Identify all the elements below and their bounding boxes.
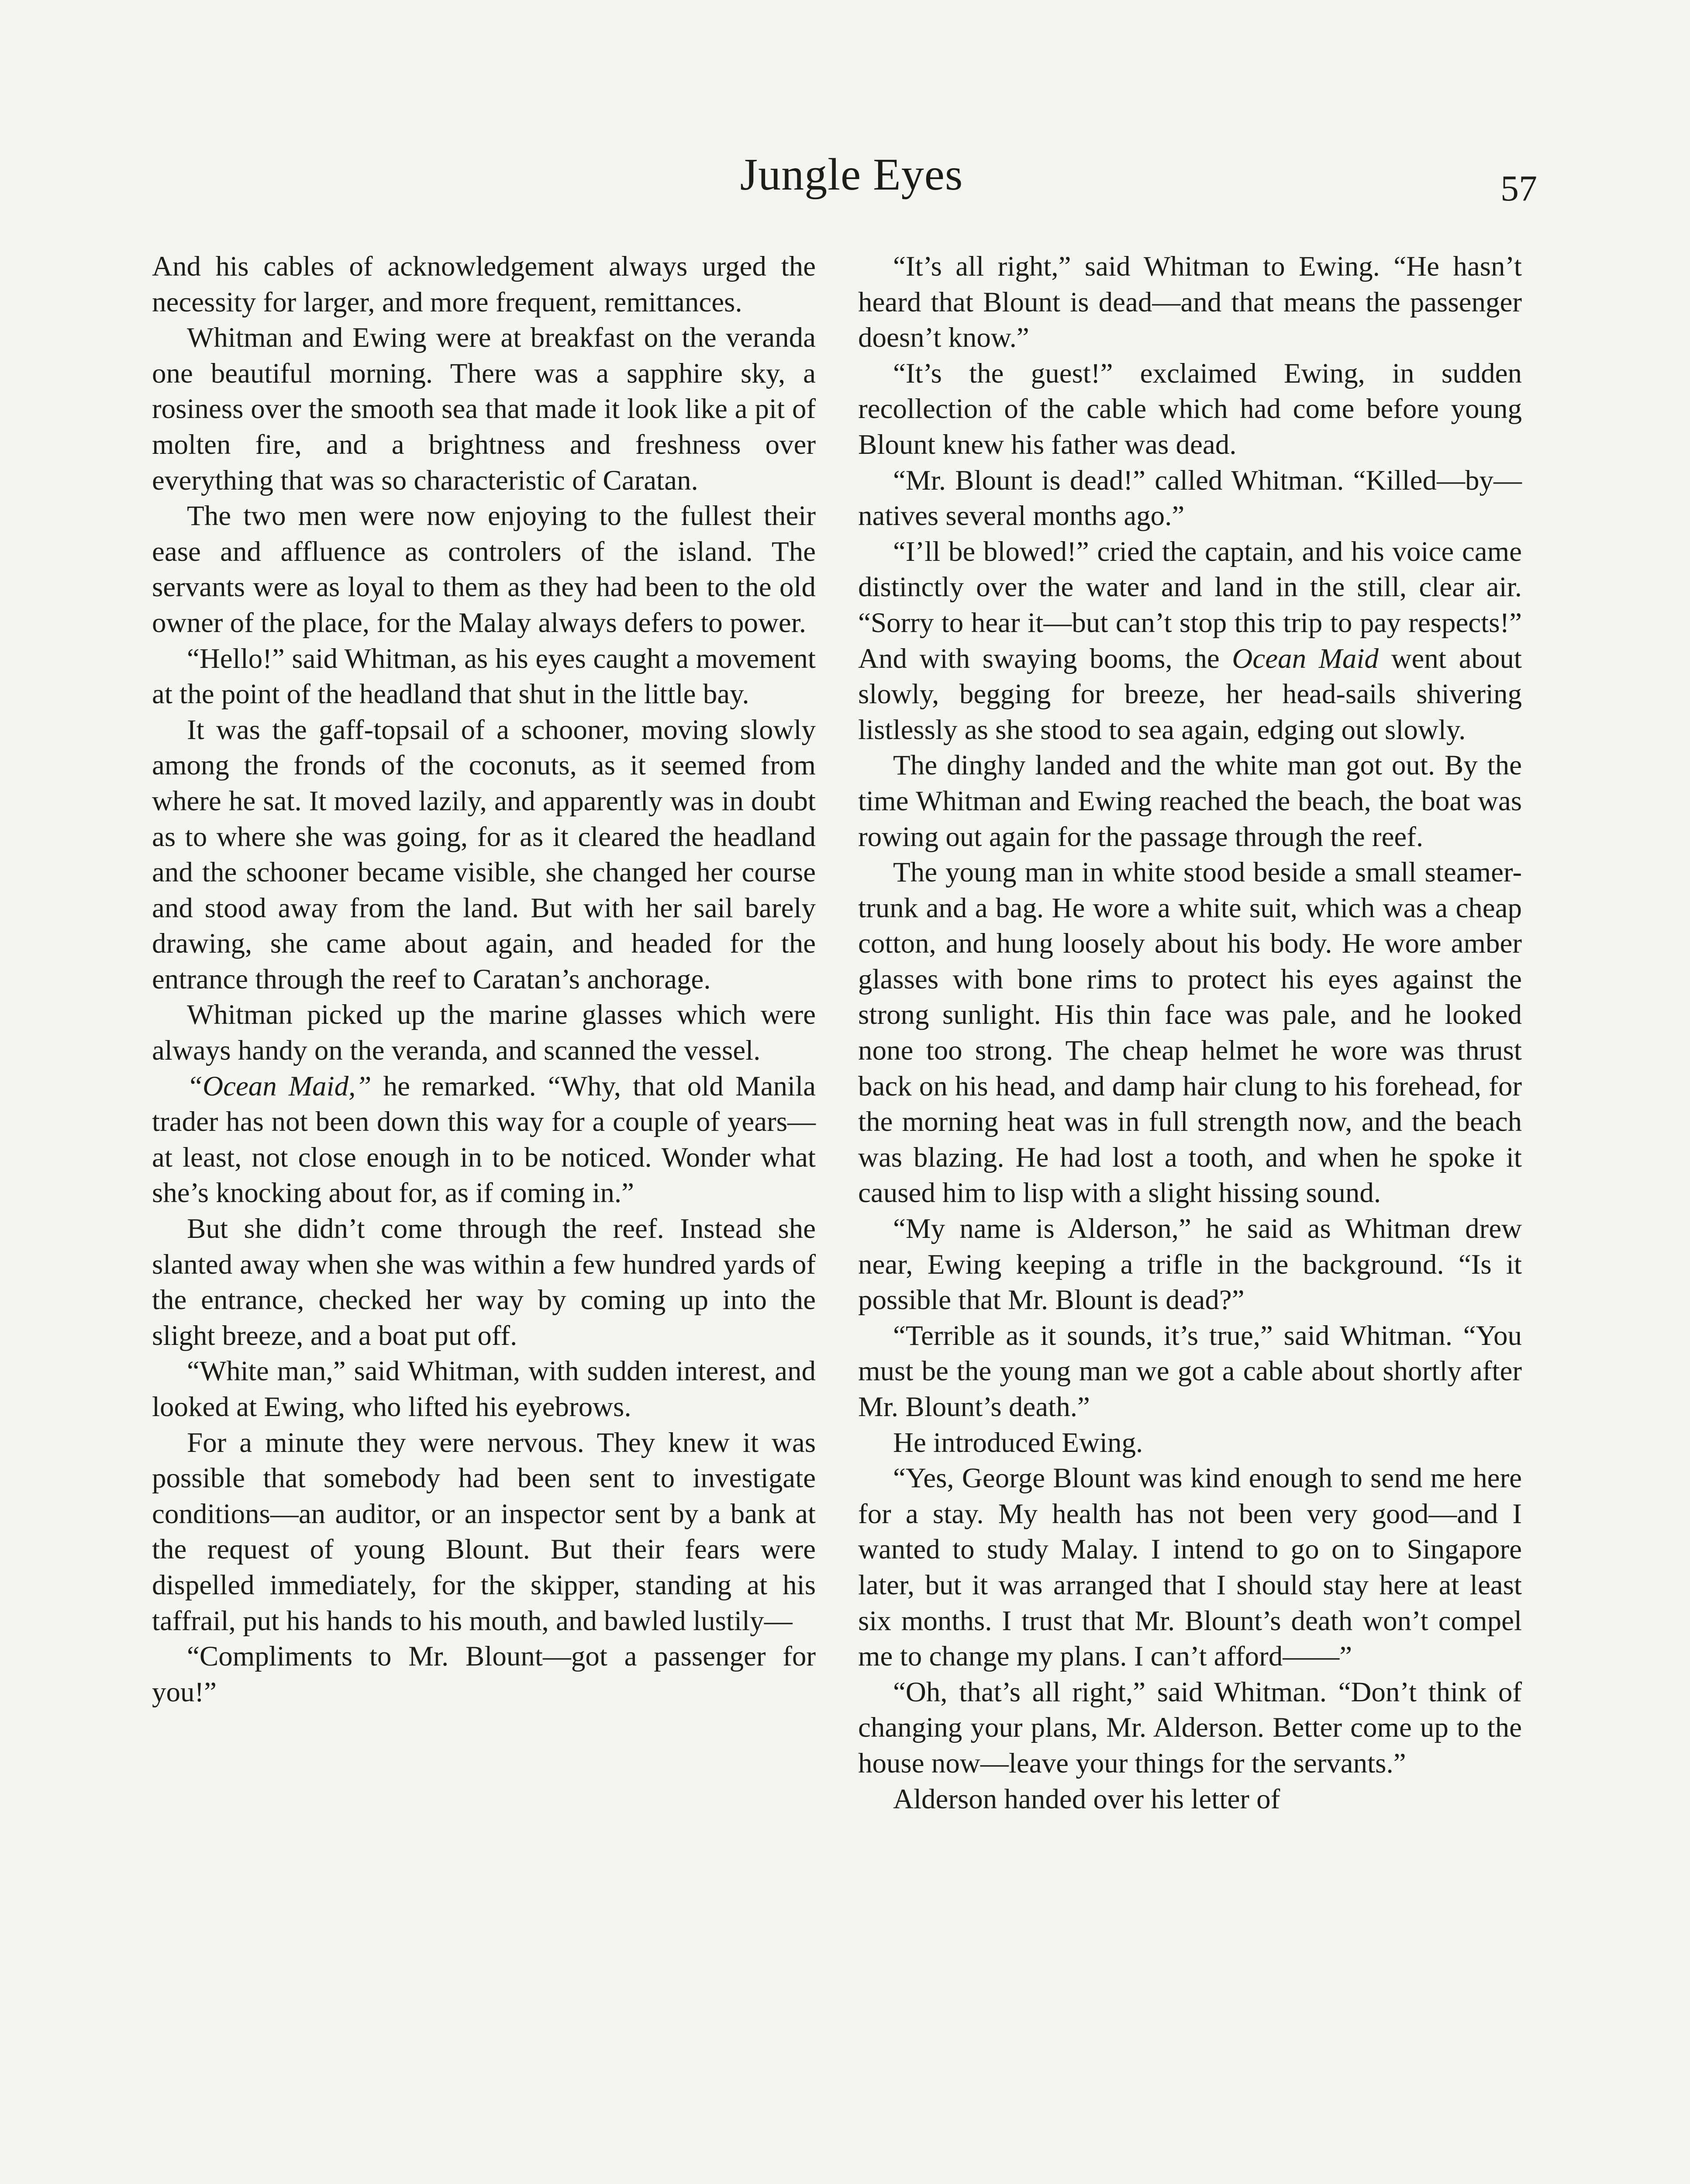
- paragraph: The two men were now enjoying to the fullest their ease and affluence as controlers of the island. The servants were as loyal to them as they had been to the old owner of the place, for the Malay always defers to power.: [152, 500, 816, 639]
- paragraph: “White man,” said Whitman, with sudden interest, and looked at Ewing, who lifted his eyebrows.: [152, 1355, 816, 1423]
- paragraph: “It’s all right,” said Whitman to Ewing. “He hasn’t heard that Blount is dead—and that means the passenger doesn’t know.”: [858, 251, 1522, 354]
- page-number: 57: [1500, 168, 1537, 209]
- left-column: [152, 249, 816, 1710]
- paragraph: Alderson handed over his letter of: [893, 1783, 1280, 1815]
- paragraph-text: “I’ll be blowed!” cried the captain, and his voice came distinctly over the water and land in the still, clear air. “Sorry to hear it—but can’t stop this trip to pay respects!” And with swaying booms, the: [858, 536, 1522, 674]
- paragraph: Whitman and Ewing were at breakfast on the veranda one beautiful morning. There was a sapphire sky, a rosiness over the smooth sea that made it look like a pit of molten fire, and a brightness and freshness over everything that was so characteristic of Caratan.: [152, 322, 816, 496]
- paragraph-text: went about slowly, begging for breeze, her head-sails shivering listlessly as she stood to sea again, edging out slowly.: [858, 643, 1522, 746]
- paragraph: “Compliments to Mr. Blount—got a passenger for you!”: [152, 1641, 816, 1708]
- paragraph: And his cables of acknowledgement always urged the necessity for larger, and more frequent, remittances.: [152, 251, 816, 318]
- paragraph: “Mr. Blount is dead!” called Whitman. “Killed—by—natives several months ago.”: [858, 464, 1522, 532]
- ship-name-italic: Ocean Maid: [1232, 643, 1379, 674]
- paragraph-text: he remarked. “Why, that old Manila trader has not been down this way for a couple of years—at least, not close enough in to be noticed. Wonder what she’s knocking about for, as if coming in.”: [152, 1070, 816, 1209]
- paragraph: “It’s the guest!” exclaimed Ewing, in sudden recollection of the cable which had come before young Blount knew his father was dead.: [858, 357, 1522, 460]
- paragraph: It was the gaff-topsail of a schooner, moving slowly among the fronds of the coconuts, as it seemed from where he sat. It moved lazily, and apparently was in doubt as to where she was going, for as it cleared the headland and the schooner became visible, she changed her course and stood away from the land. But with her sail barely drawing, she came about again, and headed for the entrance through the reef to Caratan’s anchorage.: [152, 714, 816, 995]
- paragraph: “My name is Alderson,” he said as Whitman drew near, Ewing keeping a trifle in the background. “Is it possible that Mr. Blount is dead?”: [858, 1213, 1522, 1316]
- paragraph: “Hello!” said Whitman, as his eyes caught a movement at the point of the headland that shut in the little bay.: [152, 643, 816, 710]
- paragraph: The dinghy landed and the white man got out. By the time Whitman and Ewing reached the beach, the boat was rowing out again for the passage through the reef.: [858, 750, 1522, 853]
- paragraph: But she didn’t come through the reef. Instead she slanted away when she was within a few hundred yards of the entrance, checked her way by coming up into the slight breeze, and a boat put off.: [152, 1213, 816, 1351]
- paragraph: “Terrible as it sounds, it’s true,” said Whitman. “You must be the young man we got a cable about shortly after Mr. Blount’s death.”: [858, 1320, 1522, 1423]
- running-title: Jungle Eyes: [740, 149, 963, 200]
- paragraph: “Oh, that’s all right,” said Whitman. “Don’t think of changing your plans, Mr. Alderson. Better come up to the house now—leave your things for the servants.”: [858, 1676, 1522, 1779]
- paragraph: [152, 1069, 816, 1211]
- paragraph: “Yes, George Blount was kind enough to send me here for a stay. My health has not been very good—and I wanted to study Malay. I intend to go on to Singapore later, but it was arranged that I should stay here at least six months. I trust that Mr. Blount’s death won’t compel me to change my plans. I can’t afford——”: [858, 1462, 1522, 1673]
- paragraph: [858, 534, 1522, 748]
- paragraph: For a minute they were nervous. They knew it was possible that somebody had been sent to investigate conditions—an auditor, or an inspector sent by a bank at the request of young Blount. But their fears were dispelled immediately, for the skipper, standing at his taffrail, put his hands to his mouth, and bawled lustily—: [152, 1427, 816, 1637]
- right-column: [858, 249, 1522, 1817]
- ship-name-italic: “Ocean Maid,”: [187, 1070, 372, 1102]
- paragraph: Whitman picked up the marine glasses which were always handy on the veranda, and scanned the vessel.: [152, 999, 816, 1067]
- paragraph: He introduced Ewing.: [893, 1427, 1143, 1458]
- paragraph: The young man in white stood beside a small steamer-trunk and a bag. He wore a white suit, which was a cheap cotton, and hung loosely about his body. He wore amber glasses with bone rims to protect his eyes against the strong sunlight. His thin face was pale, and he looked none too strong. The cheap helmet he wore was thrust back on his head, and damp hair clung to his forehead, for the morning heat was in full strength now, and the beach was blazing. He had lost a tooth, and when he spoke it caused him to lisp with a slight hissing sound.: [858, 857, 1522, 1209]
